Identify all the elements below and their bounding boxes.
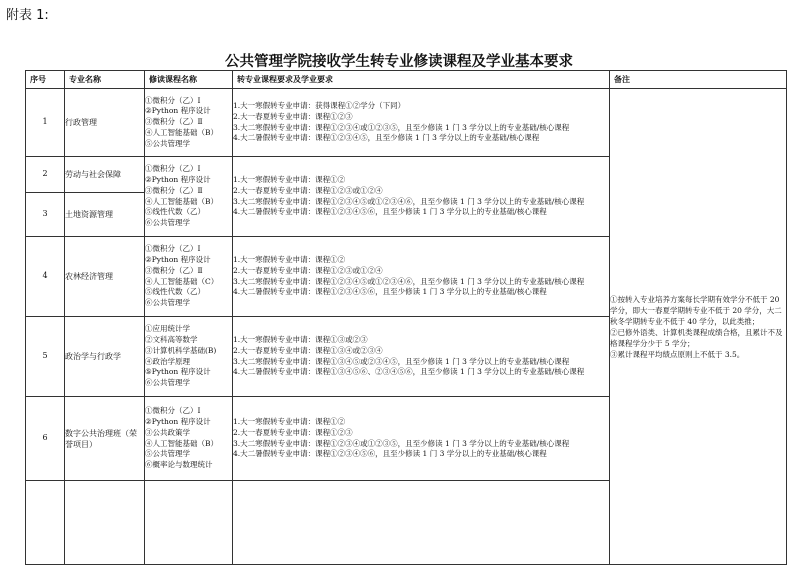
requirement-item: 3.大二寒假转专业申请：课程①②③④⑤或①②③④⑥，且至少修读 1 门 3 学分以上的专业基础/核心课程 bbox=[233, 276, 585, 286]
course-item: ③微积分（乙）Ⅱ bbox=[145, 117, 203, 127]
major-name: 政治学与行政学 bbox=[65, 317, 145, 397]
course-item: ②Python 程序设计 bbox=[145, 106, 211, 116]
requirement-item: 3.大二寒假转专业申请：课程①②③④或①②③⑤，且至少修读 1 门 3 学分以上的专业基础/核心课程 bbox=[233, 438, 570, 448]
table-row bbox=[26, 89, 787, 157]
course-item: ③微积分（乙）Ⅱ bbox=[145, 265, 203, 275]
row-no: 5 bbox=[26, 317, 65, 397]
course-list bbox=[145, 397, 233, 481]
header-requirements: 转专业课程要求及学业要求 bbox=[233, 71, 610, 89]
requirement-list bbox=[233, 481, 610, 565]
requirement-list bbox=[233, 237, 610, 317]
appendix-label: 附表 1: bbox=[6, 8, 49, 23]
course-list bbox=[145, 237, 233, 317]
requirement-list bbox=[233, 89, 610, 157]
course-list bbox=[145, 157, 233, 237]
major-name: 土地资源管理 bbox=[65, 193, 145, 237]
course-list bbox=[145, 317, 233, 397]
requirement-item: 3.大二寒假转专业申请：课程①②③④⑤或①②③④⑥，且至少修读 1 门 3 学分以上的专业基础/核心课程 bbox=[233, 196, 585, 206]
requirement-item: 2.大一春夏转专业申请：课程①②③或①②④ bbox=[233, 265, 383, 275]
requirement-item: 4.大二暑假转专业申请：课程①③④⑤⑥、②③④⑤⑥，且至少修读 1 门 3 学分以上的专业基础/核心课程 bbox=[233, 367, 585, 377]
notes-cell bbox=[610, 89, 787, 565]
note-item: ②已修外语类、计算机类课程成绩合格，且累计不及格课程学分少于 5 学分； bbox=[610, 327, 783, 348]
course-item: ⑤公共管理学 bbox=[145, 138, 190, 148]
table-header-row bbox=[26, 71, 787, 89]
course-item: ②文科高等数学 bbox=[145, 334, 198, 344]
requirement-list bbox=[233, 157, 610, 237]
requirement-item: 4.大二暑假转专业申请：课程①②③④⑤，且至少修读 1 门 3 学分以上的专业基础/核心课程 bbox=[233, 133, 540, 143]
course-item: ③微积分（乙）Ⅱ bbox=[145, 185, 203, 195]
note-item: ③累计课程平均绩点原则上不低于 3.5。 bbox=[610, 349, 745, 359]
requirement-item: 3.大二寒假转专业申请：课程①③④⑤或②③④⑤，且至少修读 1 门 3 学分以上的专业基础/核心课程 bbox=[233, 356, 570, 366]
major-name: 劳动与社会保障 bbox=[65, 157, 145, 193]
course-item: ④人工智能基础（B） bbox=[145, 438, 219, 448]
row-no: 4 bbox=[26, 237, 65, 317]
course-list bbox=[145, 89, 233, 157]
requirement-item: 2.大一春夏转专业申请：课程①②③ bbox=[233, 427, 353, 437]
major-name bbox=[65, 481, 145, 565]
requirement-item: 2.大一春夏转专业申请：课程①③④或②③④ bbox=[233, 345, 383, 355]
course-list bbox=[145, 481, 233, 565]
row-no: 3 bbox=[26, 193, 65, 237]
course-item: ①微积分（乙）Ⅰ bbox=[145, 244, 201, 254]
requirement-item: 1.大一寒假转专业申请：获得课程①②学分（下同） bbox=[233, 100, 406, 110]
course-item: ②Python 程序设计 bbox=[145, 174, 211, 184]
major-name: 行政管理 bbox=[65, 89, 145, 157]
course-item: ⑥概率论与数理统计 bbox=[145, 460, 213, 470]
course-item: ⑤线性代数（乙） bbox=[145, 207, 205, 217]
requirement-item: 2.大一春夏转专业申请：课程①②③ bbox=[233, 111, 353, 121]
course-item: ⑤Python 程序设计 bbox=[145, 367, 211, 377]
course-item: ①应用统计学 bbox=[145, 324, 190, 334]
requirement-list bbox=[233, 397, 610, 481]
requirement-item: 2.大一春夏转专业申请：课程①②③或①②④ bbox=[233, 185, 383, 195]
requirement-item: 1.大一寒假转专业申请：课程①③或②③ bbox=[233, 334, 368, 344]
requirement-item: 1.大一寒假转专业申请：课程①② bbox=[233, 254, 346, 264]
header-courses: 修读课程名称 bbox=[145, 71, 233, 89]
requirement-item: 1.大一寒假转专业申请：课程①② bbox=[233, 174, 346, 184]
course-item: ⑥公共管理学 bbox=[145, 218, 190, 228]
note-item: ①按转入专业培养方案每长学期有效学分不低于 20 学分，即大一春夏学期转专业不低于 20 学分，大二秋冬学期转专业不低于 40 学分，以此类推； bbox=[610, 294, 782, 326]
row-no: 2 bbox=[26, 157, 65, 193]
course-item: ④政治学原理 bbox=[145, 356, 190, 366]
course-item: ⑥公共管理学 bbox=[145, 298, 190, 308]
course-item: ⑤公共管理学 bbox=[145, 449, 190, 459]
course-item: ③计算机科学基础(B) bbox=[145, 345, 217, 355]
course-item: ①微积分（乙）Ⅰ bbox=[145, 406, 201, 416]
course-item: ④人工智能基础（B） bbox=[145, 127, 219, 137]
requirement-item: 4.大二暑假转专业申请：课程①②③④⑤⑥，且至少修读 1 门 3 学分以上的专业基础/核心课程 bbox=[233, 207, 547, 217]
course-item: ⑥公共管理学 bbox=[145, 378, 190, 388]
header-major: 专业名称 bbox=[65, 71, 145, 89]
row-no: 6 bbox=[26, 397, 65, 481]
course-item: ②Python 程序设计 bbox=[145, 254, 211, 264]
course-item: ①微积分（乙）Ⅰ bbox=[145, 95, 201, 105]
course-item: ④人工智能基础（C） bbox=[145, 276, 219, 286]
course-item: ②Python 程序设计 bbox=[145, 416, 211, 426]
requirement-item: 3.大二寒假转专业申请：课程①②③④或①②③⑤，且至少修读 1 门 3 学分以上的专业基础/核心课程 bbox=[233, 122, 570, 132]
major-name: 数字公共治理班（荣誉项目） bbox=[65, 397, 145, 481]
row-no: 1 bbox=[26, 89, 65, 157]
row-no bbox=[26, 481, 65, 565]
major-name: 农林经济管理 bbox=[65, 237, 145, 317]
course-item: ④人工智能基础（B） bbox=[145, 196, 219, 206]
course-item: ①微积分（乙）Ⅰ bbox=[145, 164, 201, 174]
course-item: ③公共政策学 bbox=[145, 427, 190, 437]
header-no: 序号 bbox=[26, 71, 65, 89]
requirement-item: 1.大一寒假转专业申请：课程①② bbox=[233, 416, 346, 426]
requirement-item: 4.大二暑假转专业申请：课程①②③④⑤⑥，且至少修读 1 门 3 学分以上的专业基础/核心课程 bbox=[233, 287, 547, 297]
document-title: 公共管理学院接收学生转专业修读课程及学业基本要求 bbox=[225, 54, 573, 70]
header-notes: 备注 bbox=[610, 71, 787, 89]
course-item: ⑤线性代数（乙） bbox=[145, 287, 205, 297]
requirement-item: 4.大二暑假转专业申请：课程①②③④⑤⑥，且至少修读 1 门 3 学分以上的专业基础/核心课程 bbox=[233, 449, 547, 459]
requirement-list bbox=[233, 317, 610, 397]
